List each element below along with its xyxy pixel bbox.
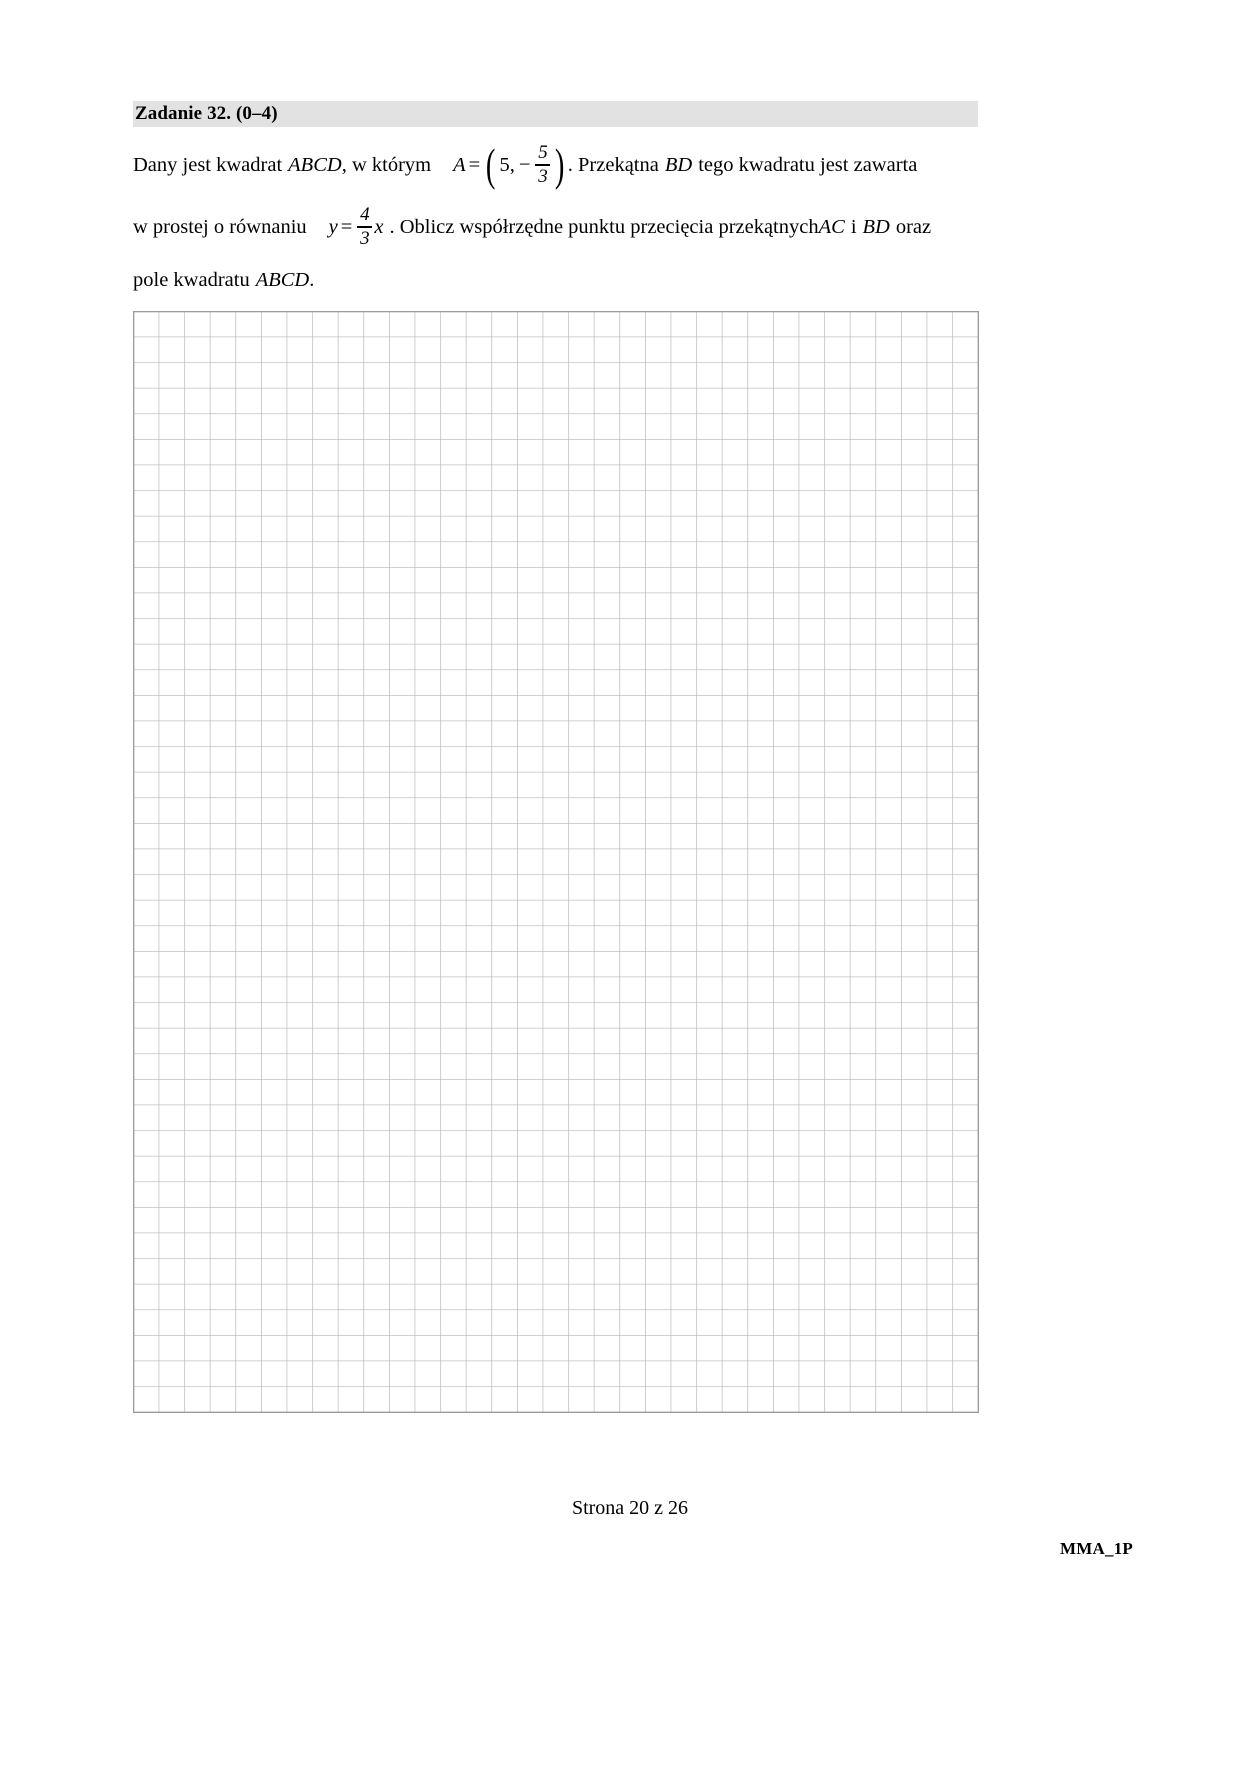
fraction-denominator: 3 — [538, 165, 548, 187]
math-var-a: A — [453, 153, 466, 176]
task-line1-part-c: , w którym — [341, 153, 432, 176]
task-line3-square-label: ABCD — [255, 268, 310, 291]
math-equals: = — [468, 153, 481, 176]
task-line2-part-b: . Oblicz współrzędne punktu przecięcia przekątnych — [389, 215, 819, 238]
point-a-expression — [453, 139, 568, 191]
math-equals-2: = — [340, 215, 353, 238]
task-text-block — [133, 134, 981, 302]
task-line3-period: . — [309, 268, 315, 291]
fraction-five-thirds — [535, 143, 550, 186]
task-text-line-3 — [133, 258, 981, 302]
task-line1-part-f: tego kwadratu jest zawarta — [698, 153, 918, 176]
task-line1-part-a: Dany jest kwadrat — [133, 153, 283, 176]
math-minus: − — [518, 153, 531, 176]
fraction-denominator-2: 3 — [360, 227, 370, 249]
task-line3-part-a: pole kwadratu — [133, 268, 250, 291]
close-paren: ) — [555, 139, 565, 191]
task-line2-part-f: oraz — [895, 215, 932, 238]
task-text-line-1 — [133, 134, 981, 196]
task-number-label: Zadanie 32. (0–4) — [135, 103, 278, 124]
line-equation-expression — [329, 205, 384, 248]
fraction-numerator-2: 4 — [360, 204, 370, 226]
task-line2-conjunction: i — [850, 215, 857, 238]
task-header-bar — [133, 101, 978, 127]
task-line1-diagonal-bd: BD — [664, 153, 693, 176]
task-line2-part-a: w prostej o równaniu — [133, 215, 307, 238]
math-var-y: y — [328, 215, 338, 238]
open-paren: ( — [486, 139, 496, 191]
task-line1-part-d: . Przekątna — [567, 153, 659, 176]
task-line1-square-label: ABCD — [288, 153, 342, 176]
task-line2-diagonal-bd: BD — [862, 215, 890, 238]
task-text-line-2 — [133, 196, 981, 258]
fraction-four-thirds — [357, 205, 372, 248]
math-first-coordinate: 5, — [499, 153, 515, 176]
task-line2-diagonal-ac: AC — [818, 215, 845, 238]
answer-grid[interactable] — [133, 311, 979, 1413]
exam-code-footer: MMA_1P — [1060, 1539, 1133, 1558]
page-number-footer: Strona 20 z 26 — [571, 1497, 689, 1519]
fraction-numerator: 5 — [538, 142, 548, 164]
answer-grid-svg[interactable] — [133, 311, 979, 1413]
math-var-x: x — [374, 215, 384, 238]
